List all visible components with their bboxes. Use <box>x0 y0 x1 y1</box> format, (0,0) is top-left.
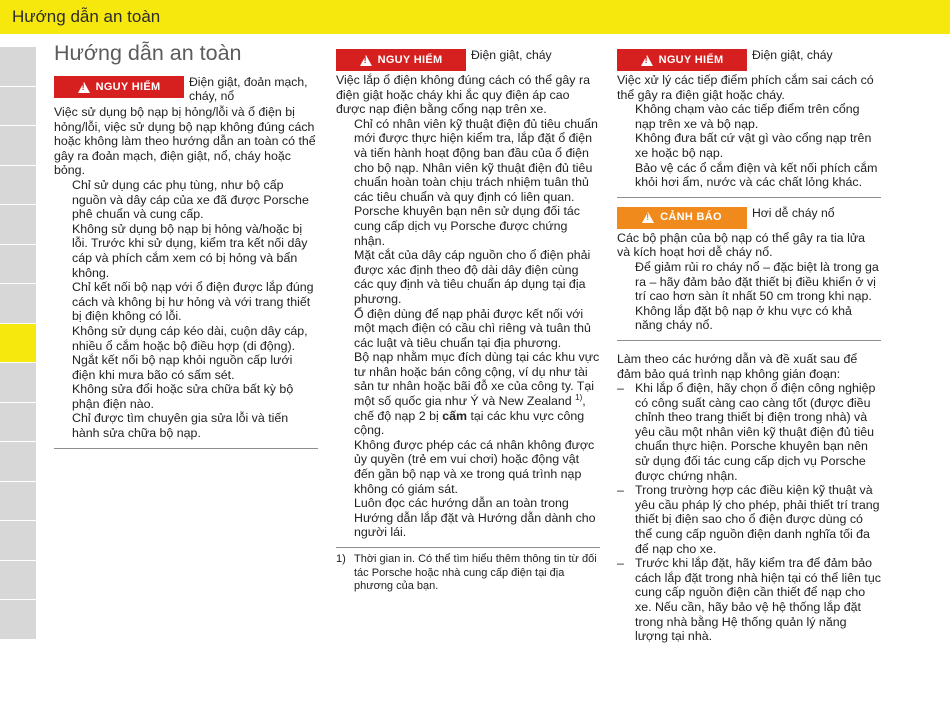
list-item: Ngắt kết nối bộ nạp khỏi nguồn cấp lưới điện khi mưa bão có sấm sét. <box>72 353 293 382</box>
caution-warning <box>617 206 881 229</box>
side-tab[interactable] <box>0 600 36 640</box>
dash-bullet: – <box>617 381 624 396</box>
list-item: Không được phép các cá nhân không được ủy quyền (trẻ em vui chơi) hoặc động vật đến gần bộ nạp và xe trong quá trình nạp không có giám sát. <box>354 437 595 496</box>
side-tab[interactable] <box>0 166 36 206</box>
warning-triangle-icon <box>642 212 654 223</box>
list-item: Để giảm rủi ro cháy nổ – đặc biệt là trong ga ra – hãy đảm bảo đặt thiết bị điều khiển ở vị trí cao hơn sàn ít nhất 50 cm trong khi nạp. <box>635 259 879 304</box>
danger-warning <box>54 75 318 103</box>
side-tab[interactable] <box>0 126 36 166</box>
list-item <box>617 556 881 644</box>
side-tab[interactable] <box>0 284 36 324</box>
danger-badge-label: NGUY HIỂM <box>377 53 443 66</box>
danger-badge <box>54 76 184 98</box>
side-tab[interactable] <box>0 363 36 403</box>
warning-title: Hơi dễ cháy nổ <box>752 205 835 220</box>
dash-bullet: – <box>617 556 624 571</box>
list-item <box>617 483 881 556</box>
danger-badge-label: NGUY HIỂM <box>95 80 161 93</box>
warning-title: Điện giật, cháy <box>752 48 833 62</box>
side-tab[interactable] <box>0 482 36 522</box>
warning-triangle-icon <box>360 55 372 66</box>
column-3 <box>617 48 881 644</box>
side-tab[interactable] <box>0 403 36 443</box>
warning-lead: Việc xử lý các tiếp điểm phích cắm sai cách có thể gây ra điện giật hoặc cháy. <box>617 73 874 102</box>
list-item <box>336 350 600 438</box>
caution-badge-label: CẢNH BÁO <box>660 211 722 224</box>
list-item: Không sử dụng cáp kéo dài, cuộn dây cáp, nhiều ổ cắm hoặc bộ điều hợp (di động). <box>72 323 308 353</box>
caution-badge <box>617 207 747 229</box>
dash-bullet: – <box>617 483 624 498</box>
list-item-text: Trước khi lắp đặt, hãy kiểm tra để đảm bảo cách lắp đặt trong nhà hiện tại có thể liên tục cung cấp nguồn điện cần thiết để nạp cho xe. Nếu cần, hãy bảo vệ hệ thống lắp đặt trong nhà bằng Hệ thống quản lý năng lượng tại nhà. <box>635 556 881 644</box>
list-item-text: Bộ nạp nhằm mục đích dùng tại các khu vực tư nhân hoặc bán công cộng, ví dụ như tài sản tư nhân hoặc bãi đỗ xe của công ty. Tại một số quốc gia như Ý và New Zealand <box>354 350 600 409</box>
page-title: Hướng dẫn an toàn <box>54 41 242 65</box>
divider <box>54 448 318 449</box>
warning-lead: Các bộ phận của bộ nạp có thể gây ra tia lửa và kích hoạt hơi dễ cháy nổ. <box>617 230 866 260</box>
side-tab[interactable] <box>0 47 36 87</box>
footnote-number: 1) <box>336 553 346 565</box>
side-tabs <box>0 47 36 640</box>
list-item: Chỉ có nhân viên kỹ thuật điện đủ tiêu chuẩn mới được thực hiện kiểm tra, lắp đặt ổ điện và tiến hành hoạt động ban đầu của ổ điện cho bộ nạp. Nhân viên kỹ thuật điện đủ tiêu chuẩn hoàn toàn chịu trách nhiệm tuân thủ các tiêu chuẩn và quy định có liên quan. Porsche khuyên bạn nên sử dụng đối tác cung cấp dịch vụ Porsche được chứng nhận. <box>354 116 598 248</box>
emphasis-text: cấm <box>442 408 467 423</box>
danger-badge-label: NGUY HIỂM <box>658 53 724 66</box>
footnote-ref: 1) <box>575 392 583 402</box>
side-tab[interactable] <box>0 87 36 127</box>
list-item <box>617 381 881 483</box>
footnote <box>336 553 600 594</box>
list-item: Mặt cắt của dây cáp nguồn cho ổ điện phải được xác định theo độ dài dây điện cùng các quy định và tiêu chuẩn áp dụng tại địa phương. <box>354 248 591 306</box>
side-tab[interactable] <box>0 245 36 285</box>
list-item: Bảo vệ các ổ cắm điện và kết nối phích cắm khỏi hơi ẩm, nước và các chất lỏng khác. <box>635 160 878 190</box>
list-item: Không sử dụng bộ nạp bị hỏng và/hoặc bị lỗi. Trước khi sử dụng, kiểm tra kết nối dây cáp và phích cắm xem có bị hỏng và bẩn không. <box>72 221 308 280</box>
warning-triangle-icon <box>78 82 90 93</box>
side-tab[interactable] <box>0 442 36 482</box>
list-item: Luôn đọc các hướng dẫn an toàn trong Hướng dẫn lắp đặt và Hướng dẫn dành cho người lái. <box>354 496 596 540</box>
list-item-text: Khi lắp ổ điện, hãy chọn ổ điện công nghiệp có công suất càng cao càng tốt (được điều chỉnh theo trang thiết bị điện trong nhà) và yêu cầu một nhân viên kỹ thuật điện đủ tiêu chuẩn thực hiện. Porsche khuyên bạn nên sử dụng đối tác cung cấp dịch vụ Porsche được chứng nhận. <box>635 381 876 483</box>
list-item-text: tại các khu vực công cộng. <box>354 408 585 438</box>
danger-warning <box>336 48 600 71</box>
column-1 <box>54 40 318 449</box>
list-item: Chỉ được tìm chuyên gia sửa lỗi và tiến hành sửa chữa bộ nạp. <box>72 411 289 441</box>
column-2 <box>336 48 600 594</box>
header-bar <box>0 0 950 34</box>
warning-title: Điện giật, đoản mạch, cháy, nổ <box>189 75 308 103</box>
list-item-text: Trong trường hợp các điều kiện kỹ thuật và yêu cầu pháp lý cho phép, phải thiết trí trang thiết bị điện sao cho ổ điện được dùng có thể cung cấp nguồn điện danh nghĩa tối đa để nạp cho xe. <box>635 483 880 556</box>
warning-title: Điện giật, cháy <box>471 48 552 62</box>
list-item: Không lắp đặt bộ nạp ở khu vực có khả năng cháy nổ. <box>635 303 852 333</box>
list-item: Chỉ kết nối bộ nạp với ổ điện được lắp đúng cách và không bị hư hỏng và với trang thiết bị điện không có lỗi. <box>72 280 314 324</box>
danger-badge <box>617 49 747 71</box>
list-item: Ổ điện dùng để nạp phải được kết nối với một mạch điện có cầu chì riêng và tuân thủ các luật và tiêu chuẩn tại địa phương. <box>354 306 591 350</box>
list-item-text: , chế độ nạp 2 bị <box>354 394 586 423</box>
side-tab[interactable] <box>0 205 36 245</box>
footnote-text: Thời gian in. Có thể tìm hiểu thêm thông tin từ đối tác Porsche hoặc nhà cung cấp điện tại địa phương của bạn. <box>354 553 597 593</box>
divider <box>336 547 600 548</box>
danger-badge <box>336 49 466 71</box>
warning-lead: Việc sử dụng bộ nạp bị hỏng/lỗi và ổ điện bị hỏng/lỗi, việc sử dụng bộ nạp không đúng cách hoặc không làm theo hướng dẫn an toàn có thể gây ra đoản mạch, điện giật, nổ, cháy hoặc bỏng. <box>54 105 316 178</box>
header-title: Hướng dẫn an toàn <box>12 7 161 26</box>
list-item: Chỉ sử dụng các phụ tùng, như bộ cấp nguồn và dây cáp của xe đã được Porsche phê chuẩn và cung cấp. <box>72 177 309 222</box>
side-tab[interactable] <box>0 561 36 601</box>
intro-text: Làm theo các hướng dẫn và đề xuất sau để đảm bảo quá trình nạp không gián đoạn: <box>617 351 858 381</box>
danger-warning <box>617 48 881 71</box>
warning-lead: Việc lắp ổ điện không đúng cách có thể gây ra điện giật hoặc cháy khi ắc quy điện áp cao được nạp điện bằng cổng nạp trên xe. <box>336 73 590 117</box>
list-item: Không đưa bất cứ vật gì vào cổng nạp trên xe hoặc bộ nạp. <box>635 131 872 160</box>
list-item: Không sửa đổi hoặc sửa chữa bất kỳ bộ phận điện nào. <box>72 382 294 411</box>
warning-triangle-icon <box>641 55 653 66</box>
list-item: Không chạm vào các tiếp điểm trên cổng nạp trên xe và bộ nạp. <box>635 102 860 131</box>
side-tab[interactable] <box>0 521 36 561</box>
side-tab-active[interactable] <box>0 324 36 364</box>
